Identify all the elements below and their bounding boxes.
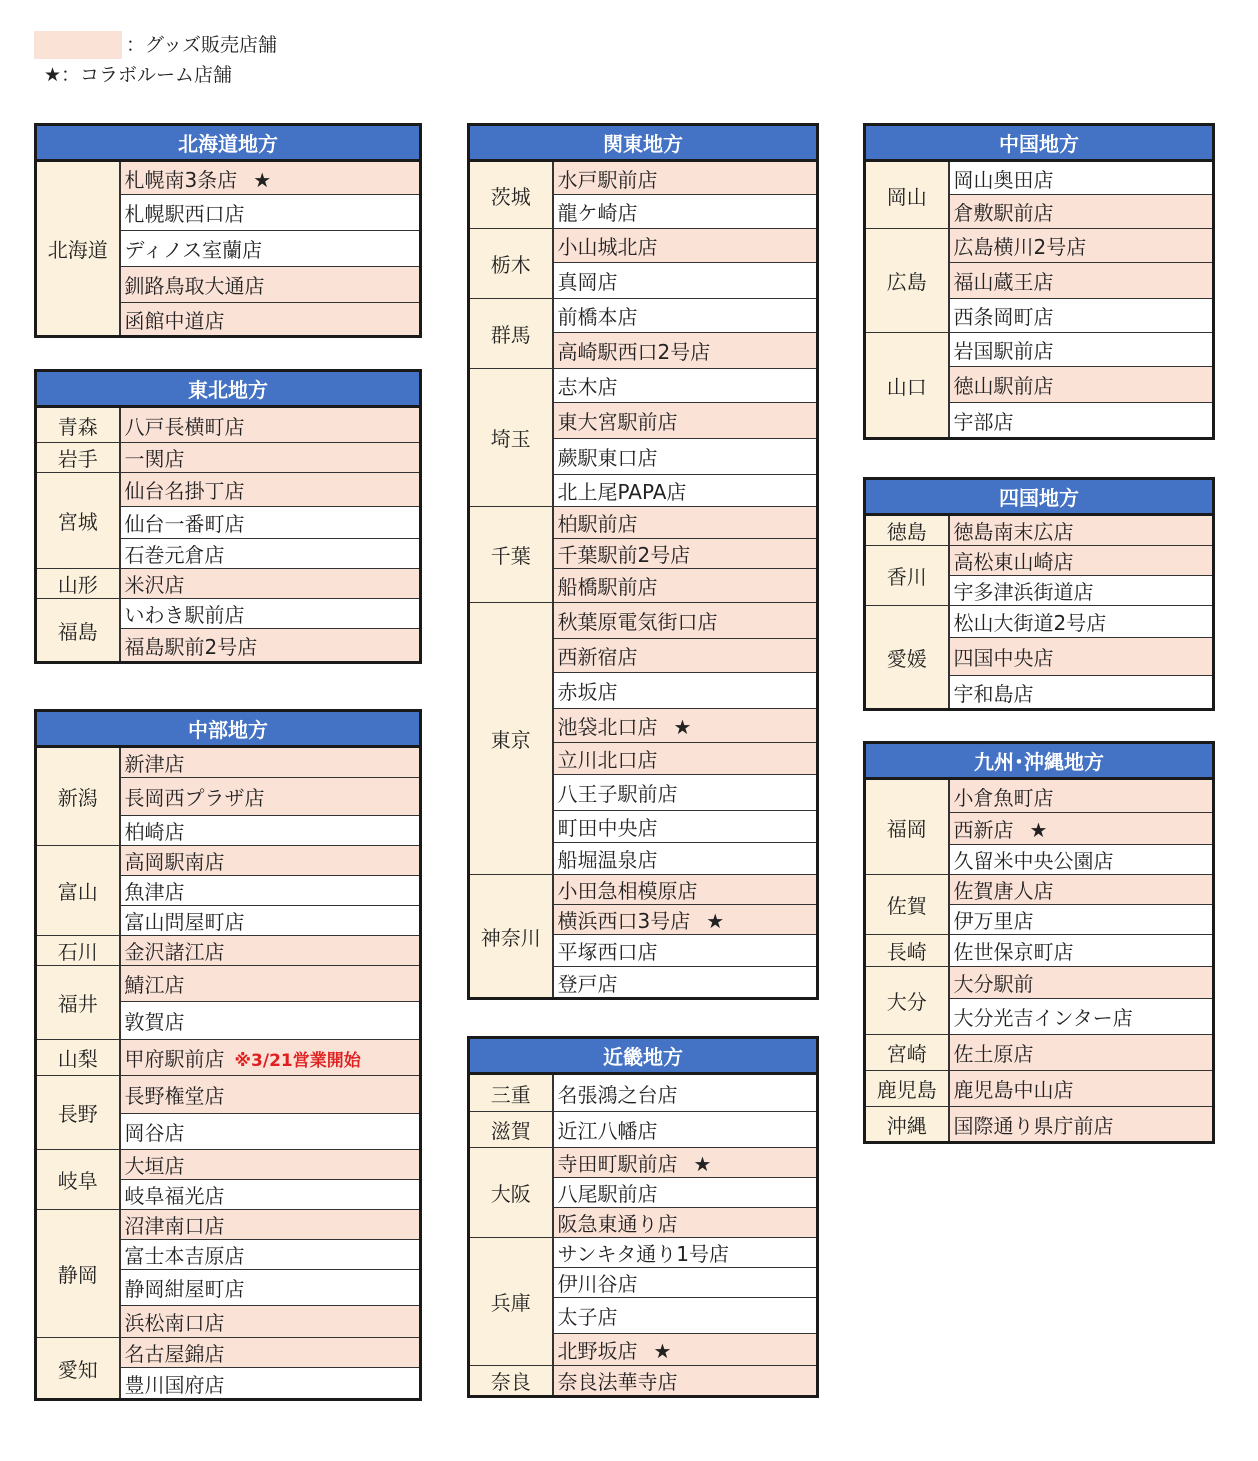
store-cell <box>553 1366 818 1397</box>
store-name: 函館中道店 <box>124 308 225 333</box>
prefecture-cell: 東京 <box>469 603 553 875</box>
store-name: 太子店 <box>557 1305 618 1329</box>
store-cell <box>949 403 1214 439</box>
store-name: 敦賀店 <box>124 1010 185 1034</box>
store-name: 松山大街道2号店 <box>953 611 1107 635</box>
store-name: 新津店 <box>124 752 185 776</box>
store-name: 立川北口店 <box>557 748 658 772</box>
store-cell <box>949 576 1214 606</box>
prefecture-cell: 沖縄 <box>865 1107 949 1143</box>
store-cell <box>949 546 1214 576</box>
table-row <box>469 299 818 333</box>
table-row <box>36 473 421 507</box>
store-cell <box>553 369 818 403</box>
store-cell <box>949 515 1214 546</box>
store-name: 浜松南口店 <box>124 1311 225 1335</box>
region-table-shikoku <box>863 477 1215 711</box>
store-name: 石巻元倉店 <box>124 543 225 567</box>
store-name: いわき駅前店 <box>124 603 245 627</box>
prefecture-cell: 大阪 <box>469 1148 553 1238</box>
store-cell <box>553 507 818 539</box>
table-row <box>36 1076 421 1114</box>
region-table-tohoku <box>34 369 422 664</box>
goods-color-swatch <box>34 31 122 59</box>
store-name: 名張鴻之台店 <box>557 1082 678 1107</box>
store-name: 蕨駅東口店 <box>557 446 658 470</box>
store-name: 秋葉原電気街口店 <box>557 610 718 634</box>
legend-collab <box>34 60 277 90</box>
store-name: 仙台名掛丁店 <box>124 479 245 503</box>
store-cell <box>553 403 818 439</box>
table-row <box>469 161 818 195</box>
table-row <box>469 369 818 403</box>
table-row <box>865 1071 1214 1107</box>
table-row <box>36 1150 421 1180</box>
store-cell <box>553 161 818 195</box>
collab-star-icon: ★ <box>653 1339 672 1363</box>
store-cell <box>120 407 421 443</box>
store-cell <box>553 967 818 999</box>
store-name: 高岡駅南店 <box>124 850 225 874</box>
store-cell <box>120 1270 421 1306</box>
prefecture-cell: 香川 <box>865 546 949 606</box>
store-cell <box>120 569 421 599</box>
table-row <box>36 161 421 195</box>
table-row <box>36 1338 421 1368</box>
store-cell <box>120 161 421 195</box>
prefecture-cell: 千葉 <box>469 507 553 603</box>
store-cell <box>120 1002 421 1040</box>
collab-star-icon: ★ <box>706 909 725 933</box>
legend-goods-label: ：グッズ販売店舗 <box>126 34 278 56</box>
table-row <box>865 546 1214 576</box>
prefecture-cell: 福島 <box>36 599 120 663</box>
store-name: 佐賀唐人店 <box>953 879 1054 903</box>
prefecture-cell: 奈良 <box>469 1366 553 1397</box>
store-cell <box>949 161 1214 195</box>
store-name: 静岡紺屋町店 <box>124 1277 245 1301</box>
prefecture-cell: 埼玉 <box>469 369 553 507</box>
store-name: 大分駅前 <box>953 972 1034 996</box>
prefecture-cell: 愛媛 <box>865 606 949 710</box>
prefecture-cell: 愛知 <box>36 1338 120 1400</box>
store-name: 魚津店 <box>124 880 185 904</box>
store-cell <box>553 603 818 639</box>
prefecture-cell: 徳島 <box>865 515 949 546</box>
store-name: 登戸店 <box>557 971 618 996</box>
store-cell <box>120 507 421 539</box>
region-title: 九州･沖縄地方 <box>865 743 1214 779</box>
store-cell <box>949 229 1214 263</box>
store-name: 北野坂店 <box>557 1339 638 1363</box>
store-name: 札幌駅西口店 <box>124 202 245 226</box>
store-cell <box>120 1306 421 1338</box>
store-name: 岩国駅前店 <box>953 339 1054 363</box>
store-cell <box>120 629 421 663</box>
store-cell <box>553 905 818 935</box>
prefecture-cell: 佐賀 <box>865 875 949 935</box>
store-cell <box>120 473 421 507</box>
store-name: 広島横川2号店 <box>953 235 1087 259</box>
store-name: 町田中央店 <box>557 816 658 840</box>
prefecture-cell: 広島 <box>865 229 949 333</box>
region-table-kyushu <box>863 741 1215 1144</box>
prefecture-cell: 静岡 <box>36 1210 120 1338</box>
store-cell <box>120 1114 421 1150</box>
store-cell <box>949 999 1214 1035</box>
store-name: 札幌南3条店 <box>124 167 238 192</box>
store-cell <box>120 816 421 846</box>
prefecture-cell: 兵庫 <box>469 1238 553 1366</box>
prefecture-cell: 長野 <box>36 1076 120 1150</box>
store-name: 真岡店 <box>557 270 618 294</box>
table-row <box>865 779 1214 813</box>
table-row <box>865 606 1214 638</box>
store-name: 四国中央店 <box>953 646 1054 670</box>
region-table-kinki <box>467 1036 819 1398</box>
legend <box>34 30 277 90</box>
store-name: 釧路鳥取大通店 <box>124 274 265 298</box>
region-title: 四国地方 <box>865 479 1214 515</box>
region-title: 近畿地方 <box>469 1038 818 1074</box>
store-cell <box>553 775 818 811</box>
store-cell <box>949 967 1214 999</box>
store-name: 宇和島店 <box>953 681 1034 706</box>
table-row <box>469 1148 818 1178</box>
store-cell <box>949 299 1214 333</box>
store-cell <box>949 367 1214 403</box>
store-cell <box>553 539 818 569</box>
store-name: 鯖江店 <box>124 973 185 997</box>
store-name: 西条岡町店 <box>953 305 1054 329</box>
collab-star-icon: ★ <box>253 167 272 192</box>
table-row <box>36 443 421 473</box>
prefecture-cell: 新潟 <box>36 747 120 846</box>
store-name: 阪急東通り店 <box>557 1212 678 1236</box>
store-name: 仙台一番町店 <box>124 512 245 536</box>
table-row <box>469 1074 818 1112</box>
store-name: 北上尾PAPA店 <box>557 480 687 504</box>
prefecture-cell: 滋賀 <box>469 1112 553 1148</box>
prefecture-cell: 岡山 <box>865 161 949 229</box>
store-cell <box>949 1071 1214 1107</box>
store-cell <box>120 778 421 816</box>
region-title: 関東地方 <box>469 125 818 161</box>
store-name: 甲府駅前店 <box>124 1047 225 1071</box>
table-row <box>865 161 1214 195</box>
table-row <box>36 936 421 966</box>
store-name: 一関店 <box>124 447 185 471</box>
store-cell <box>120 1210 421 1240</box>
prefecture-cell: 神奈川 <box>469 875 553 999</box>
store-cell <box>553 1268 818 1298</box>
store-cell <box>553 639 818 673</box>
store-name: 小田急相模原店 <box>557 879 698 903</box>
prefecture-cell: 宮崎 <box>865 1035 949 1071</box>
table-row <box>469 875 818 905</box>
store-name: 東大宮駅前店 <box>557 410 678 434</box>
store-name: サンキタ通り1号店 <box>557 1242 730 1266</box>
store-name: 沼津南口店 <box>124 1214 225 1238</box>
store-name: 龍ケ崎店 <box>557 201 638 225</box>
store-name: 八王子駅前店 <box>557 782 678 806</box>
prefecture-cell: 大分 <box>865 967 949 1035</box>
store-cell <box>553 743 818 775</box>
store-name: 八戸長横町店 <box>124 414 245 439</box>
store-cell <box>120 936 421 966</box>
store-cell <box>949 676 1214 710</box>
prefecture-cell: 宮城 <box>36 473 120 569</box>
prefecture-cell: 群馬 <box>469 299 553 369</box>
store-cell <box>553 673 818 709</box>
store-name: 八尾駅前店 <box>557 1182 658 1206</box>
store-cell <box>949 263 1214 299</box>
store-cell <box>949 813 1214 845</box>
store-name: 高崎駅西口2号店 <box>557 340 711 364</box>
store-name: 赤坂店 <box>557 680 618 704</box>
store-name: 宇部店 <box>953 409 1014 434</box>
region-table-chubu <box>34 709 422 1401</box>
prefecture-cell: 石川 <box>36 936 120 966</box>
store-cell <box>553 1298 818 1334</box>
store-cell <box>553 263 818 299</box>
store-name: 福山蔵王店 <box>953 270 1054 294</box>
table-row <box>469 1112 818 1148</box>
store-name: 佐土原店 <box>953 1042 1034 1066</box>
table-row <box>469 229 818 263</box>
prefecture-cell: 山口 <box>865 333 949 439</box>
opening-note: ※3/21営業開始 <box>234 1051 361 1071</box>
store-cell <box>120 539 421 569</box>
prefecture-cell: 山梨 <box>36 1040 120 1076</box>
store-name: 国際通り県庁前店 <box>953 1113 1114 1138</box>
store-name: 小倉魚町店 <box>953 785 1054 810</box>
collab-star-icon: ★ <box>673 715 692 739</box>
table-row <box>36 1040 421 1076</box>
region-table-chugoku <box>863 123 1215 440</box>
store-name: 前橋本店 <box>557 305 638 329</box>
table-row <box>865 875 1214 905</box>
region-title: 東北地方 <box>36 371 421 407</box>
store-cell <box>553 709 818 743</box>
store-cell <box>553 1112 818 1148</box>
collab-star-icon: ★ <box>1029 818 1048 842</box>
table-row <box>865 967 1214 999</box>
store-name: 水戸駅前店 <box>557 167 658 192</box>
table-row <box>865 1107 1214 1143</box>
prefecture-cell: 福井 <box>36 966 120 1040</box>
store-cell <box>949 195 1214 229</box>
store-name: 倉敷駅前店 <box>953 201 1054 225</box>
store-name: 佐世保京町店 <box>953 940 1074 964</box>
store-name: 伊川谷店 <box>557 1272 638 1296</box>
store-name: ディノス室蘭店 <box>124 238 263 262</box>
store-name: 平塚西口店 <box>557 940 658 964</box>
store-cell <box>553 1148 818 1178</box>
table-row <box>36 1210 421 1240</box>
store-cell <box>553 569 818 603</box>
store-cell <box>949 875 1214 905</box>
store-name: 徳島南末広店 <box>953 520 1074 544</box>
table-row <box>36 569 421 599</box>
store-cell <box>553 935 818 967</box>
store-cell <box>120 1368 421 1400</box>
store-cell <box>120 1040 421 1076</box>
store-cell <box>120 1180 421 1210</box>
region-title: 北海道地方 <box>36 125 421 161</box>
store-name: 岐阜福光店 <box>124 1184 225 1208</box>
store-cell <box>120 303 421 337</box>
store-name: 久留米中央公園店 <box>953 849 1114 873</box>
store-name: 西新宿店 <box>557 645 638 669</box>
store-cell <box>553 1238 818 1268</box>
table-row <box>865 1035 1214 1071</box>
table-row <box>36 966 421 1002</box>
store-name: 横浜西口3号店 <box>557 909 691 933</box>
store-cell <box>553 333 818 369</box>
store-name: 岡谷店 <box>124 1121 185 1145</box>
prefecture-cell: 山形 <box>36 569 120 599</box>
store-cell <box>553 439 818 475</box>
prefecture-cell: 三重 <box>469 1074 553 1112</box>
store-cell <box>949 905 1214 935</box>
store-name: 船堀温泉店 <box>557 848 658 872</box>
prefecture-cell: 栃木 <box>469 229 553 299</box>
store-name: 伊万里店 <box>953 909 1034 933</box>
table-row <box>36 599 421 629</box>
store-name: 岡山奥田店 <box>953 167 1054 192</box>
store-cell <box>949 935 1214 967</box>
store-name: 船橋駅前店 <box>557 575 658 599</box>
store-name: 福島駅前2号店 <box>124 634 258 659</box>
store-cell <box>120 876 421 906</box>
prefecture-cell: 福岡 <box>865 779 949 875</box>
legend-goods <box>34 30 277 60</box>
store-cell <box>120 1076 421 1114</box>
store-cell <box>553 1178 818 1208</box>
store-cell <box>949 779 1214 813</box>
store-cell <box>120 1338 421 1368</box>
store-cell <box>553 229 818 263</box>
store-cell <box>553 843 818 875</box>
store-name: 千葉駅前2号店 <box>557 543 691 567</box>
prefecture-cell: 岩手 <box>36 443 120 473</box>
store-cell <box>553 811 818 843</box>
region-title: 中国地方 <box>865 125 1214 161</box>
store-name: 鹿児島中山店 <box>953 1078 1074 1102</box>
store-cell <box>120 906 421 936</box>
store-name: 寺田町駅前店 <box>557 1152 678 1176</box>
store-name: 宇多津浜街道店 <box>953 580 1094 604</box>
store-name: 志木店 <box>557 375 618 399</box>
store-name: 富士本吉原店 <box>124 1244 245 1268</box>
table-row <box>36 846 421 876</box>
store-name: 柏崎店 <box>124 820 185 844</box>
table-row <box>469 1366 818 1397</box>
prefecture-cell: 鹿児島 <box>865 1071 949 1107</box>
store-name: 長岡西プラザ店 <box>124 786 265 810</box>
store-name: 長野権堂店 <box>124 1084 225 1108</box>
collab-star-icon: ★ <box>693 1152 712 1176</box>
store-cell <box>120 747 421 778</box>
store-cell <box>949 606 1214 638</box>
store-cell <box>120 1150 421 1180</box>
store-name: 豊川国府店 <box>124 1372 225 1397</box>
prefecture-cell: 茨城 <box>469 161 553 229</box>
store-cell <box>120 599 421 629</box>
table-row <box>865 333 1214 367</box>
prefecture-cell: 富山 <box>36 846 120 936</box>
store-name: 名古屋錦店 <box>124 1342 225 1366</box>
region-table-kanto <box>467 123 819 1000</box>
store-cell <box>949 638 1214 676</box>
store-name: 柏駅前店 <box>557 512 638 536</box>
region-table-hokkaido <box>34 123 422 338</box>
store-cell <box>120 443 421 473</box>
prefecture-cell: 北海道 <box>36 161 120 337</box>
store-name: 西新店 <box>953 818 1014 842</box>
table-row <box>36 407 421 443</box>
legend-collab-label: ★：コラボルーム店舗 <box>44 64 233 86</box>
store-cell <box>553 299 818 333</box>
store-name: 奈良法華寺店 <box>557 1370 678 1394</box>
store-name: 富山問屋町店 <box>124 910 245 934</box>
store-cell <box>949 1035 1214 1071</box>
prefecture-cell: 長崎 <box>865 935 949 967</box>
store-cell <box>553 875 818 905</box>
store-cell <box>949 845 1214 875</box>
prefecture-cell: 岐阜 <box>36 1150 120 1210</box>
store-name: 大垣店 <box>124 1154 185 1178</box>
store-cell <box>553 1334 818 1366</box>
store-name: 大分光吉インター店 <box>953 1006 1133 1030</box>
table-row <box>865 515 1214 546</box>
store-cell <box>120 231 421 267</box>
table-row <box>469 1238 818 1268</box>
table-row <box>36 747 421 778</box>
store-cell <box>120 1240 421 1270</box>
store-name: 金沢諸江店 <box>124 940 225 964</box>
table-row <box>865 935 1214 967</box>
store-cell <box>553 1208 818 1238</box>
store-cell <box>553 475 818 507</box>
store-name: 近江八幡店 <box>557 1119 658 1143</box>
store-name: 小山城北店 <box>557 235 658 259</box>
store-cell <box>949 333 1214 367</box>
store-name: 池袋北口店 <box>557 715 658 739</box>
store-cell <box>120 195 421 231</box>
store-cell <box>949 1107 1214 1143</box>
table-row <box>469 507 818 539</box>
region-title: 中部地方 <box>36 711 421 747</box>
store-name: 徳山駅前店 <box>953 374 1054 398</box>
store-name: 米沢店 <box>124 573 185 597</box>
table-row <box>469 603 818 639</box>
prefecture-cell: 青森 <box>36 407 120 443</box>
table-row <box>865 229 1214 263</box>
store-cell <box>120 846 421 876</box>
store-cell <box>120 966 421 1002</box>
store-cell <box>553 1074 818 1112</box>
store-cell <box>120 267 421 303</box>
store-name: 高松東山崎店 <box>953 550 1074 574</box>
store-cell <box>553 195 818 229</box>
